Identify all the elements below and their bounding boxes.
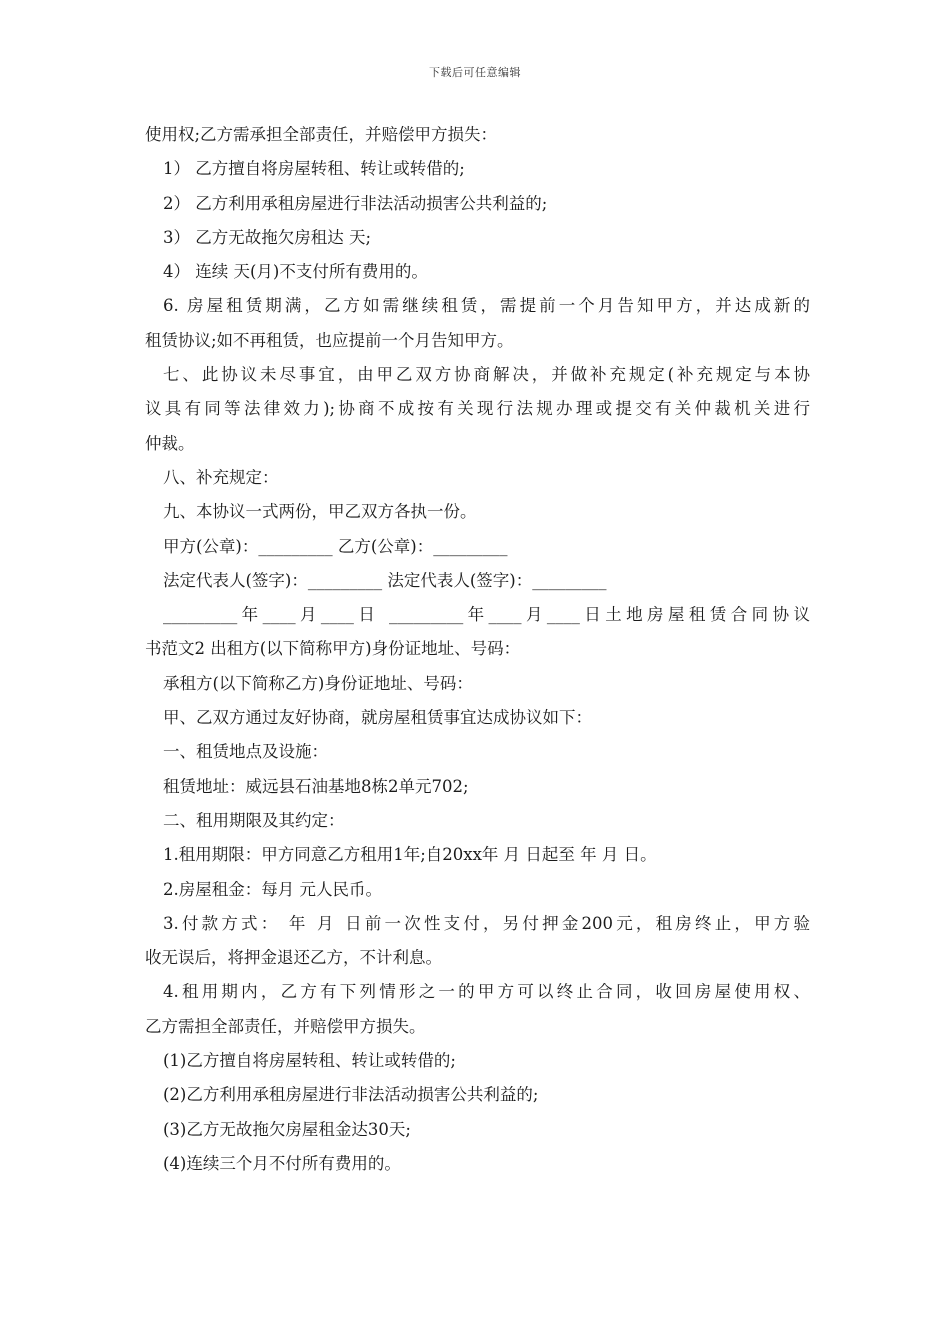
text-line: 七、此协议未尽事宜，由甲乙双方协商解决，并做补充规定(补充规定与本协 — [163, 365, 810, 385]
text-line: 使用权;乙方需承担全部责任，并赔偿甲方损失： — [145, 125, 498, 144]
text-line: 二、租用期限及其约定： — [163, 810, 345, 830]
document-body — [145, 118, 810, 1181]
text-line: 4.租用期内，乙方有下列情形之一的甲方可以终止合同，收回房屋使用权、 — [163, 982, 810, 1002]
text-line: 1） 乙方擅自将房屋转租、转让或转借的; — [163, 159, 465, 179]
text-line: 书范文2 出租方(以下简称甲方)身份证地址、号码： — [145, 639, 521, 659]
text-line: 2.房屋租金：每月 元人民币。 — [163, 879, 382, 899]
text-line: (3)乙方无故拖欠房屋租金达30天; — [163, 1119, 411, 1139]
text-line: 承租方(以下简称乙方)身份证地址、号码： — [163, 673, 473, 693]
text-line: 3.付款方式： 年 月 日前一次性支付，另付押金200元，租房终止，甲方验 — [163, 913, 810, 933]
text-line: 2） 乙方利用承租房屋进行非法活动损害公共利益的; — [163, 193, 548, 213]
text-line: 乙方需担全部责任，并赔偿甲方损失。 — [145, 1016, 426, 1036]
text-line: (2)乙方利用承租房屋进行非法活动损害公共利益的; — [163, 1085, 539, 1105]
text-line: 租赁地址：威远县石油基地8栋2单元702; — [163, 776, 469, 796]
text-line: (4)连续三个月不付所有费用的。 — [163, 1153, 401, 1173]
text-line: _________年____月____日 _________年____月____日土地房屋租赁合同协议 — [163, 605, 810, 625]
text-line: (1)乙方擅自将房屋转租、转让或转借的; — [163, 1051, 456, 1071]
text-line: 甲方(公章)：_________ 乙方(公章)：_________ — [163, 536, 508, 556]
text-line: 6. 房屋租赁期满，乙方如需继续租赁，需提前一个月告知甲方，并达成新的 — [163, 296, 810, 316]
text-line: 议具有同等法律效力);协商不成按有关现行法规办理或提交有关仲裁机关进行 — [145, 399, 810, 419]
text-line: 仲裁。 — [145, 433, 195, 453]
text-line: 一、租赁地点及设施： — [163, 742, 328, 762]
text-line: 租赁协议;如不再租赁，也应提前一个月告知甲方。 — [145, 330, 514, 350]
text-line: 法定代表人(签字)：_________ 法定代表人(签字)：_________ — [163, 570, 607, 590]
text-line: 1.租用期限：甲方同意乙方租用1年;自20xx年 月 日起至 年 月 日。 — [163, 845, 657, 865]
text-line: 九、本协议一式两份，甲乙双方各执一份。 — [163, 502, 477, 522]
text-line: 3） 乙方无故拖欠房租达 天; — [163, 227, 372, 247]
text-line: 收无误后，将押金退还乙方，不计利息。 — [145, 948, 442, 968]
page-header: 下载后可任意编辑 — [429, 66, 521, 79]
text-line: 4） 连续 天(月)不支付所有费用的。 — [163, 262, 428, 282]
text-line: 甲、乙双方通过友好协商，就房屋租赁事宜达成协议如下： — [163, 708, 592, 728]
text-line: 八、补充规定： — [163, 467, 279, 487]
